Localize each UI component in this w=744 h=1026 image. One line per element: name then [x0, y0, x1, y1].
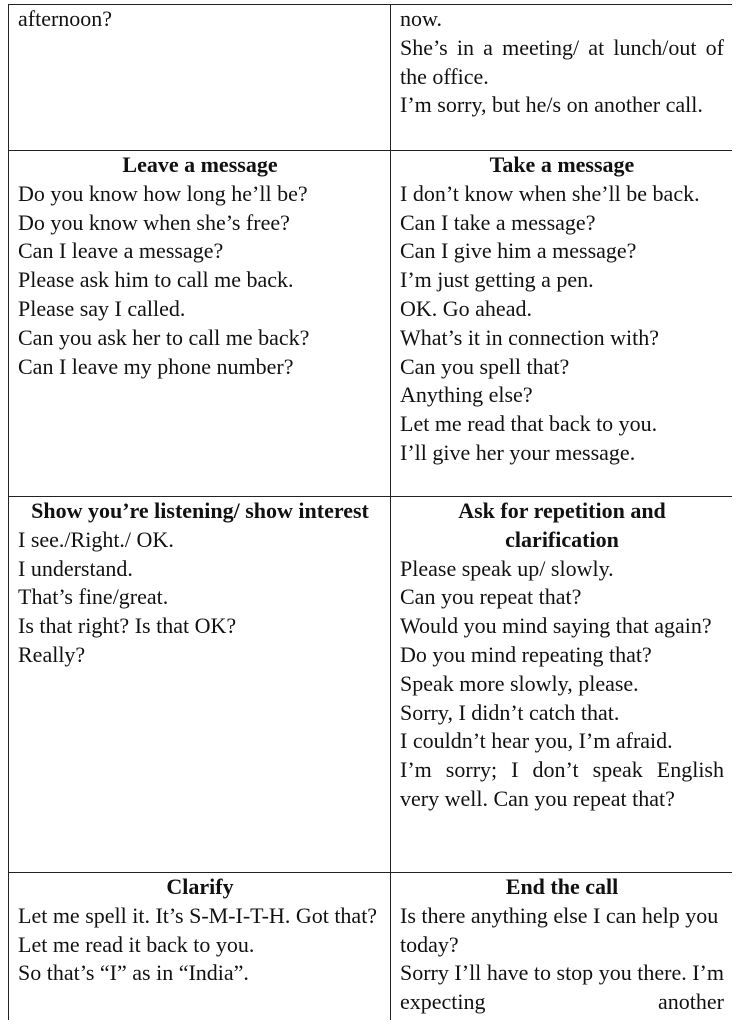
cell-clarify [9, 873, 391, 1021]
phrase: Can you ask her to call me back? [18, 324, 310, 350]
phrase: Sorry, I didn’t catch that. [400, 699, 620, 725]
phrase: Is there anything else I can help you today? [400, 902, 719, 957]
phrase: I’m sorry; I don’t speak English very well. Can you repeat that? [400, 757, 724, 811]
cell-ask-repetition [391, 497, 733, 873]
table-row [9, 5, 733, 151]
phrase: Do you know how long he’ll be? [18, 180, 308, 206]
phrase: I’ll give her your message. [400, 439, 636, 465]
phrase: Can I give him a message? [400, 238, 637, 264]
phrase: That’s fine/great. [18, 584, 169, 610]
cell-show-listening [9, 497, 391, 873]
phrase: I understand. [18, 555, 133, 581]
cell-take-message [391, 151, 733, 497]
cell-leave-message [9, 151, 391, 497]
phrase: Speak more slowly, please. [400, 670, 639, 696]
phrase: I see./Right./ OK. [18, 526, 174, 552]
section-heading: Clarify [166, 874, 234, 899]
table-row [9, 151, 733, 497]
phrase: Please speak up/ slowly. [400, 555, 614, 581]
phrase: What’s it in connection with? [400, 324, 660, 350]
phrase: I don’t know when she’ll be back. [400, 180, 700, 206]
phrase: She’s in a meeting/ at lunch/out of the office. [400, 34, 724, 89]
section-heading: Show you’re listening/ show interest [31, 498, 369, 523]
phrase: Do you mind repeating that? [400, 641, 652, 667]
phrases-table [8, 4, 732, 1020]
phrase: now. [400, 6, 442, 31]
phrase: afternoon? [18, 6, 113, 31]
phrase: Sorry I’ll have to stop you there. I’m expecting another [400, 960, 724, 1015]
phrase: Please say I called. [18, 295, 186, 321]
phrase: Let me read that back to you. [400, 411, 658, 437]
phrase: Let me read it back to you. [18, 931, 255, 957]
phrase: I’m just getting a pen. [400, 267, 594, 293]
phrase: OK. Go ahead. [400, 295, 532, 321]
section-heading: Take a message [489, 152, 635, 177]
phrase: Do you know when she’s free? [18, 209, 290, 235]
phrase: Can I leave my phone number? [18, 353, 294, 379]
phrase: So that’s “I” as in “India”. [18, 960, 249, 986]
phrase: I couldn’t hear you, I’m afraid. [400, 728, 673, 754]
section-heading: Leave a message [122, 152, 278, 177]
phrase: Is that right? Is that OK? [18, 613, 237, 639]
phrase: Would you mind saying that again? [400, 613, 712, 639]
document-page [8, 0, 732, 1020]
cell-end-call [391, 873, 733, 1021]
phrase: I’m sorry, but he/s on another call. [400, 92, 703, 118]
phrase: Let me spell it. It’s S-M-I-T-H. Got that? [18, 902, 378, 928]
phrase: Can you repeat that? [400, 584, 582, 610]
section-heading: End the call [505, 874, 619, 899]
cell-unavailable-continued [391, 5, 733, 151]
phrase: Anything else? [400, 382, 533, 408]
table-row [9, 497, 733, 873]
phrase: Really? [18, 641, 86, 667]
table-row [9, 873, 733, 1021]
cell-greeting-continued [9, 5, 391, 151]
phrase: Can I leave a message? [18, 238, 224, 264]
phrase: Can I take a message? [400, 209, 596, 235]
phrase: Can you spell that? [400, 353, 570, 379]
section-heading: Ask for repetition and clarification [458, 498, 666, 552]
phrase: Please ask him to call me back. [18, 267, 294, 293]
